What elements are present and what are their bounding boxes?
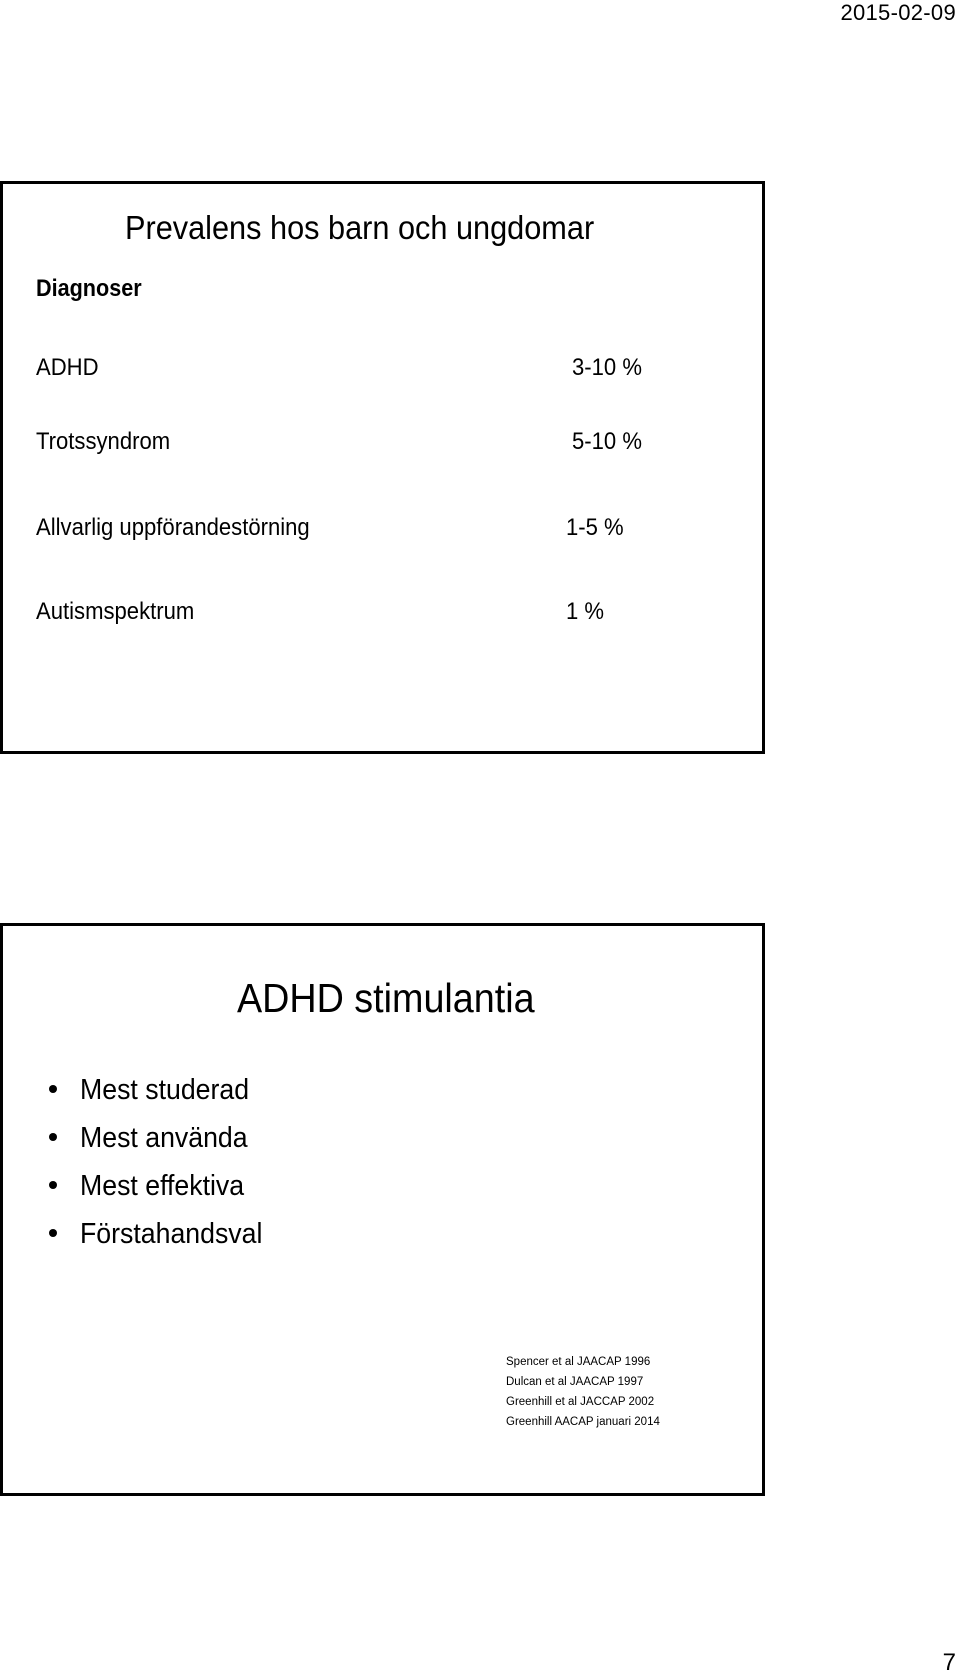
slide-title <box>3 973 768 1023</box>
reference-item: Spencer et al JAACAP 1996 <box>506 1356 651 1368</box>
bullet-icon <box>49 1229 57 1237</box>
slide-title: Prevalens hos barn och ungdomar <box>125 209 595 246</box>
slide-title-text: ADHD stimulantia <box>236 975 535 1021</box>
diagnosis-name: Allvarlig uppförandestörning <box>36 514 310 541</box>
bullet-text: Mest studerad <box>80 1074 250 1106</box>
diagnosis-row-trotssyndrom <box>36 426 736 458</box>
diagnosis-prevalence: 1 % <box>566 598 605 625</box>
page-date: 2015-02-09 <box>840 0 956 25</box>
slide-stimulantia <box>0 923 765 1496</box>
diagnosis-row-adhd <box>36 352 736 384</box>
bullet-icon <box>49 1133 57 1141</box>
bullet-text: Mest använda <box>80 1122 248 1154</box>
slide-prevalence <box>0 181 765 754</box>
reference-list <box>506 1352 660 1432</box>
diagnosis-name: Autismspektrum <box>36 598 195 625</box>
diagnosis-row-autismspektrum <box>36 596 736 628</box>
reference-item: Greenhill AACAP januari 2014 <box>506 1416 660 1428</box>
page-number: 7 <box>942 1649 956 1676</box>
slide-subtitle: Diagnoser <box>36 275 142 302</box>
bullet-text: Förstahandsval <box>80 1218 263 1250</box>
reference-item: Greenhill et al JACCAP 2002 <box>506 1396 655 1408</box>
diagnosis-prevalence: 1-5 % <box>566 514 624 541</box>
diagnosis-name: ADHD <box>36 354 99 381</box>
diagnosis-name: Trotssyndrom <box>36 428 171 455</box>
bullet-icon <box>49 1085 57 1093</box>
diagnosis-prevalence: 5-10 % <box>572 428 642 455</box>
diagnosis-prevalence: 3-10 % <box>572 354 642 381</box>
diagnosis-row-uppforandestorning <box>36 512 736 544</box>
bullet-text: Mest effektiva <box>80 1170 245 1202</box>
reference-item: Dulcan et al JAACAP 1997 <box>506 1376 644 1388</box>
bullet-icon <box>49 1181 57 1189</box>
